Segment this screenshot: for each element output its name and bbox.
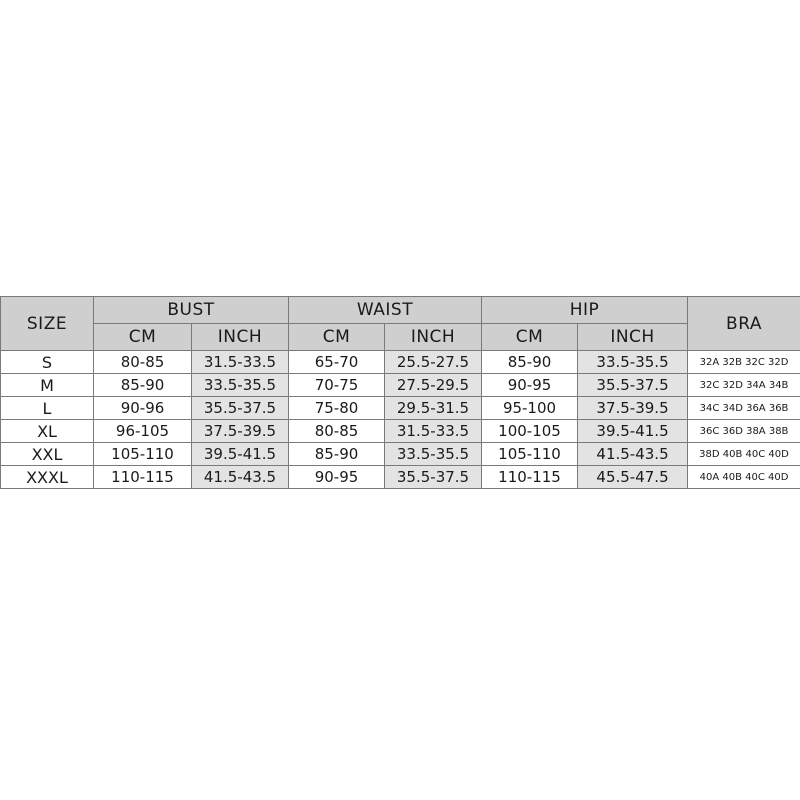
- size-chart-table: [0, 296, 800, 489]
- bust-cm-header: CM: [94, 324, 192, 351]
- hip-cm-cell: 100-105: [482, 420, 578, 443]
- size-cell: XXXL: [1, 466, 94, 489]
- bra-cell: 32A 32B 32C 32D: [688, 351, 800, 374]
- hip-cm-cell: 95-100: [482, 397, 578, 420]
- waist-inch-cell: 35.5-37.5: [385, 466, 482, 489]
- waist-cm-header: CM: [289, 324, 385, 351]
- bust-cm-cell: 90-96: [94, 397, 192, 420]
- bust-cm-cell: 110-115: [94, 466, 192, 489]
- waist-inch-cell: 31.5-33.5: [385, 420, 482, 443]
- bra-cell: 40A 40B 40C 40D: [688, 466, 800, 489]
- table-row: [1, 374, 800, 397]
- hip-cm-cell: 85-90: [482, 351, 578, 374]
- bra-cell: 38D 40B 40C 40D: [688, 443, 800, 466]
- hip-cm-cell: 105-110: [482, 443, 578, 466]
- size-header: SIZE: [1, 297, 94, 351]
- table-row: [1, 351, 800, 374]
- table-row: [1, 443, 800, 466]
- waist-cm-cell: 90-95: [289, 466, 385, 489]
- size-cell: XL: [1, 420, 94, 443]
- bust-cm-cell: 80-85: [94, 351, 192, 374]
- size-chart: [0, 296, 800, 489]
- hip-cm-header: CM: [482, 324, 578, 351]
- hip-inch-header: INCH: [578, 324, 688, 351]
- bust-inch-cell: 37.5-39.5: [192, 420, 289, 443]
- waist-inch-cell: 33.5-35.5: [385, 443, 482, 466]
- bust-inch-cell: 35.5-37.5: [192, 397, 289, 420]
- bust-cm-cell: 85-90: [94, 374, 192, 397]
- bust-inch-cell: 33.5-35.5: [192, 374, 289, 397]
- hip-inch-cell: 45.5-47.5: [578, 466, 688, 489]
- waist-cm-cell: 70-75: [289, 374, 385, 397]
- hip-inch-cell: 37.5-39.5: [578, 397, 688, 420]
- table-row: [1, 466, 800, 489]
- bust-cm-cell: 96-105: [94, 420, 192, 443]
- bust-header: BUST: [94, 297, 289, 324]
- waist-inch-cell: 25.5-27.5: [385, 351, 482, 374]
- bust-cm-cell: 105-110: [94, 443, 192, 466]
- hip-cm-cell: 110-115: [482, 466, 578, 489]
- waist-cm-cell: 75-80: [289, 397, 385, 420]
- waist-inch-header: INCH: [385, 324, 482, 351]
- hip-header: HIP: [482, 297, 688, 324]
- bra-header: BRA: [688, 297, 800, 351]
- size-cell: L: [1, 397, 94, 420]
- waist-cm-cell: 80-85: [289, 420, 385, 443]
- bra-cell: 36C 36D 38A 38B: [688, 420, 800, 443]
- size-cell: M: [1, 374, 94, 397]
- hip-cm-cell: 90-95: [482, 374, 578, 397]
- bra-cell: 32C 32D 34A 34B: [688, 374, 800, 397]
- waist-inch-cell: 29.5-31.5: [385, 397, 482, 420]
- bra-cell: 34C 34D 36A 36B: [688, 397, 800, 420]
- table-row: [1, 397, 800, 420]
- table-row: [1, 420, 800, 443]
- hip-inch-cell: 35.5-37.5: [578, 374, 688, 397]
- bust-inch-cell: 41.5-43.5: [192, 466, 289, 489]
- hip-inch-cell: 33.5-35.5: [578, 351, 688, 374]
- hip-inch-cell: 41.5-43.5: [578, 443, 688, 466]
- waist-cm-cell: 85-90: [289, 443, 385, 466]
- hip-inch-cell: 39.5-41.5: [578, 420, 688, 443]
- bust-inch-cell: 39.5-41.5: [192, 443, 289, 466]
- waist-inch-cell: 27.5-29.5: [385, 374, 482, 397]
- bust-inch-cell: 31.5-33.5: [192, 351, 289, 374]
- waist-cm-cell: 65-70: [289, 351, 385, 374]
- size-cell: S: [1, 351, 94, 374]
- size-cell: XXL: [1, 443, 94, 466]
- bust-inch-header: INCH: [192, 324, 289, 351]
- waist-header: WAIST: [289, 297, 482, 324]
